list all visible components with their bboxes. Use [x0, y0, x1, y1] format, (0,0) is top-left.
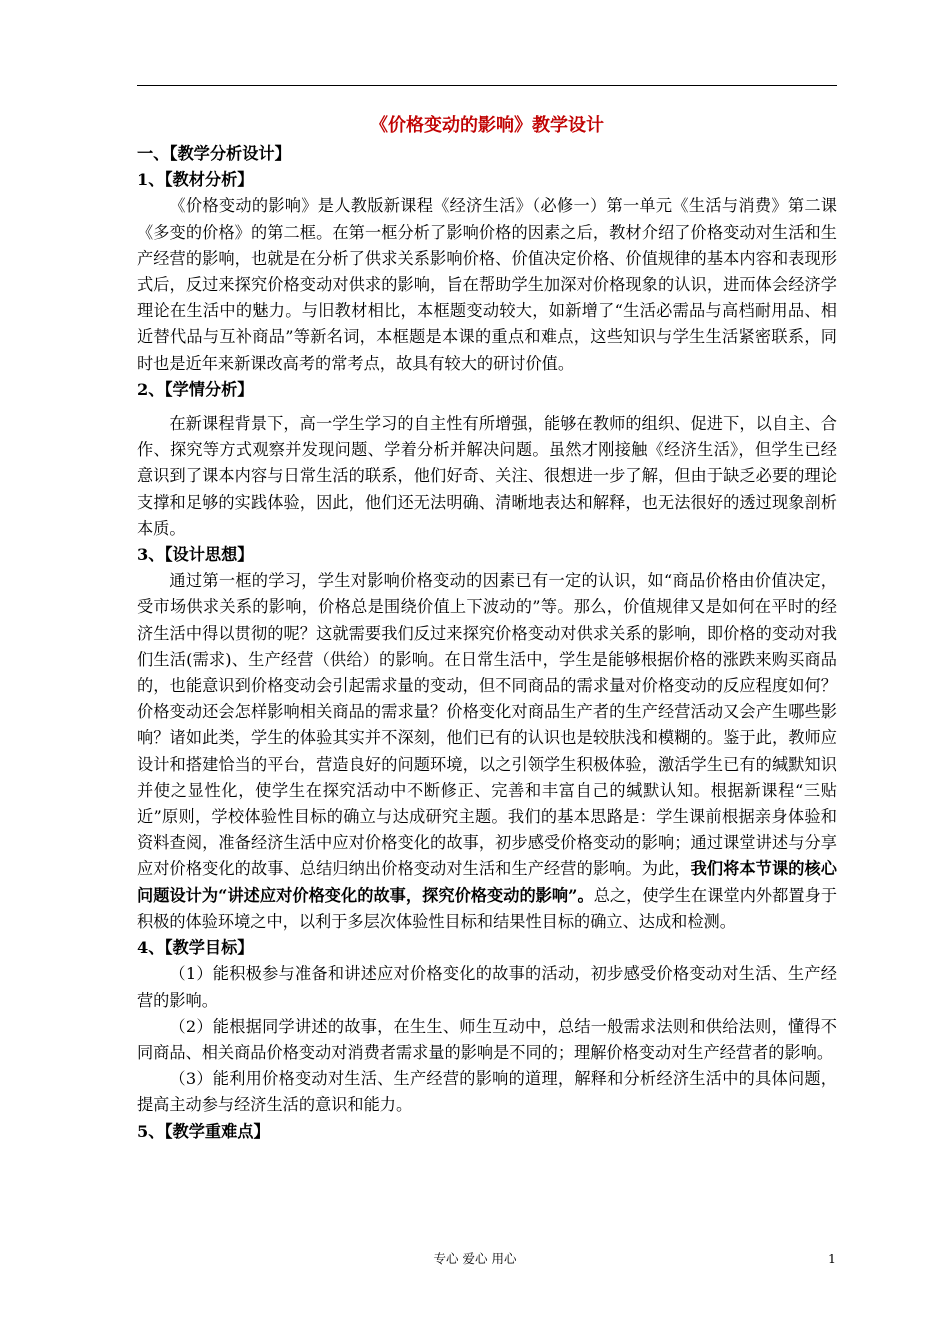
page-number: 1 [828, 1251, 836, 1266]
core-question-bold: 我们将本节课的核心问题设计为“讲述应对价格变化的故事，探究价格变动的影响”。 [137, 859, 837, 905]
document-title: 《价格变动的影响》教学设计 [370, 115, 604, 136]
section-heading-1: 一、【教学分析设计】 [137, 144, 291, 163]
heading-student-analysis: 2、【学情分析】 [137, 379, 254, 399]
paragraph-textbook-analysis: 《价格变动的影响》是人教版新课程《经济生活》（必修一）第一单元《生活与消费》第二课《多变的价格》的第二框。在第一框分析了影响价格的因素之后，教材介绍了价格变动对生活和生产经营的影响，也就是在分析了供求关系影响价格、价值决定价格、价值规律的基本内容和表现形式后，反过来探究价格变动对供求的影响，旨在帮助学生加深对价格现象的认识，进而体会经济学理论在生活中的魅力。与旧教材相比，本框题变动较大，如新增了“生活必需品与高档耐用品、相近替代品与互补商品”等新名词，本框题是本课的重点和难点，这些知识与学生生活紧密联系，同时也是近年来新课改高考的常考点，故具有较大的研讨价值。 [137, 196, 837, 373]
design-idea-conclusion: 总之，使学生在课堂内外都置身于积极的体验环境之中，以利于多层次体验性目标和结果性目标的确立、达成和检测。 [137, 885, 838, 931]
heading-design-idea: 3、【设计思想】 [137, 545, 254, 565]
header-rule [137, 85, 837, 86]
document-body [137, 111, 837, 1145]
heading-teaching-goals: 4、【教学目标】 [137, 938, 254, 958]
heading-key-points: 5、【教学重难点】 [137, 1121, 270, 1141]
goal-1: （1）能积极参与准备和讲述应对价格变化的故事的活动，初步感受价格变动对生活、生产经营的影响。 [137, 964, 837, 1010]
heading-textbook-analysis: 1、【教材分析】 [137, 170, 254, 190]
paragraph-design-idea [137, 568, 837, 935]
design-idea-text: 通过第一框的学习，学生对影响价格变动的因素已有一定的认识，如“商品价格由价值决定，受市场供求关系的影响，价格总是围绕价值上下波动的”等。那么，价值规律又是如何在平时的经济生活中得以贯彻的呢？这就需要我们反过来探究价格变动对供求关系的影响，即价格的变动对我们生活(需求)、生产经营（供给）的影响。在日常生活中，学生是能够根据价格的涨跌来购买商品的，也能意识到价格变动会引起需求量的变动，但不同商品的需求量对价格变动的反应程度如何？价格变动还会怎样影响相关商品的需求量？价格变化对商品生产者的生产经营活动又会产生哪些影响？诸如此类，学生的体验其实并不深刻，他们已有的认识也是较肤浅和模糊的。鉴于此，教师应设计和搭建恰当的平台，营造良好的问题环境，以之引领学生积极体验，激活学生已有的缄默知识并使之显性化，使学生在探究活动中不断修正、完善和丰富自己的缄默认知。根据新课程“三贴近”原则，学校体验性目标的确立与达成研究主题。我们的基本思路是：学生课前根据亲身体验和资料查阅，准备经济生活中应对价格变化的故事，初步感受价格变动的影响；通过课堂讲述与分享应对价格变化的故事、总结归纳出价格变动对生活和生产经营的影响。为此， [137, 571, 837, 879]
paragraph-student-analysis: 在新课程背景下，高一学生学习的自主性有所增强，能够在教师的组织、促进下，以自主、合作、探究等方式观察并发现问题、学着分析并解决问题。虽然才刚接触《经济生活》，但学生已经意识到了课本内容与日常生活的联系，他们好奇、关注、很想进一步了解，但由于缺乏必要的理论支撑和足够的实践体验，因此，他们还无法明确、清晰地表达和解释，也无法很好的透过现象剖析本质。 [137, 414, 837, 538]
footer-motto: 专心 爱心 用心 [433, 1251, 517, 1266]
goal-3: （3）能利用价格变动对生活、生产经营的影响的道理，解释和分析经济生活中的具体问题，提高主动参与经济生活的意识和能力。 [137, 1069, 837, 1115]
goal-2: （2）能根据同学讲述的故事，在生生、师生互动中，总结一般需求法则和供给法则，懂得不同商品、相关商品价格变动对消费者需求量的影响是不同的；理解价格变动对生产经营者的影响。 [137, 1016, 837, 1062]
